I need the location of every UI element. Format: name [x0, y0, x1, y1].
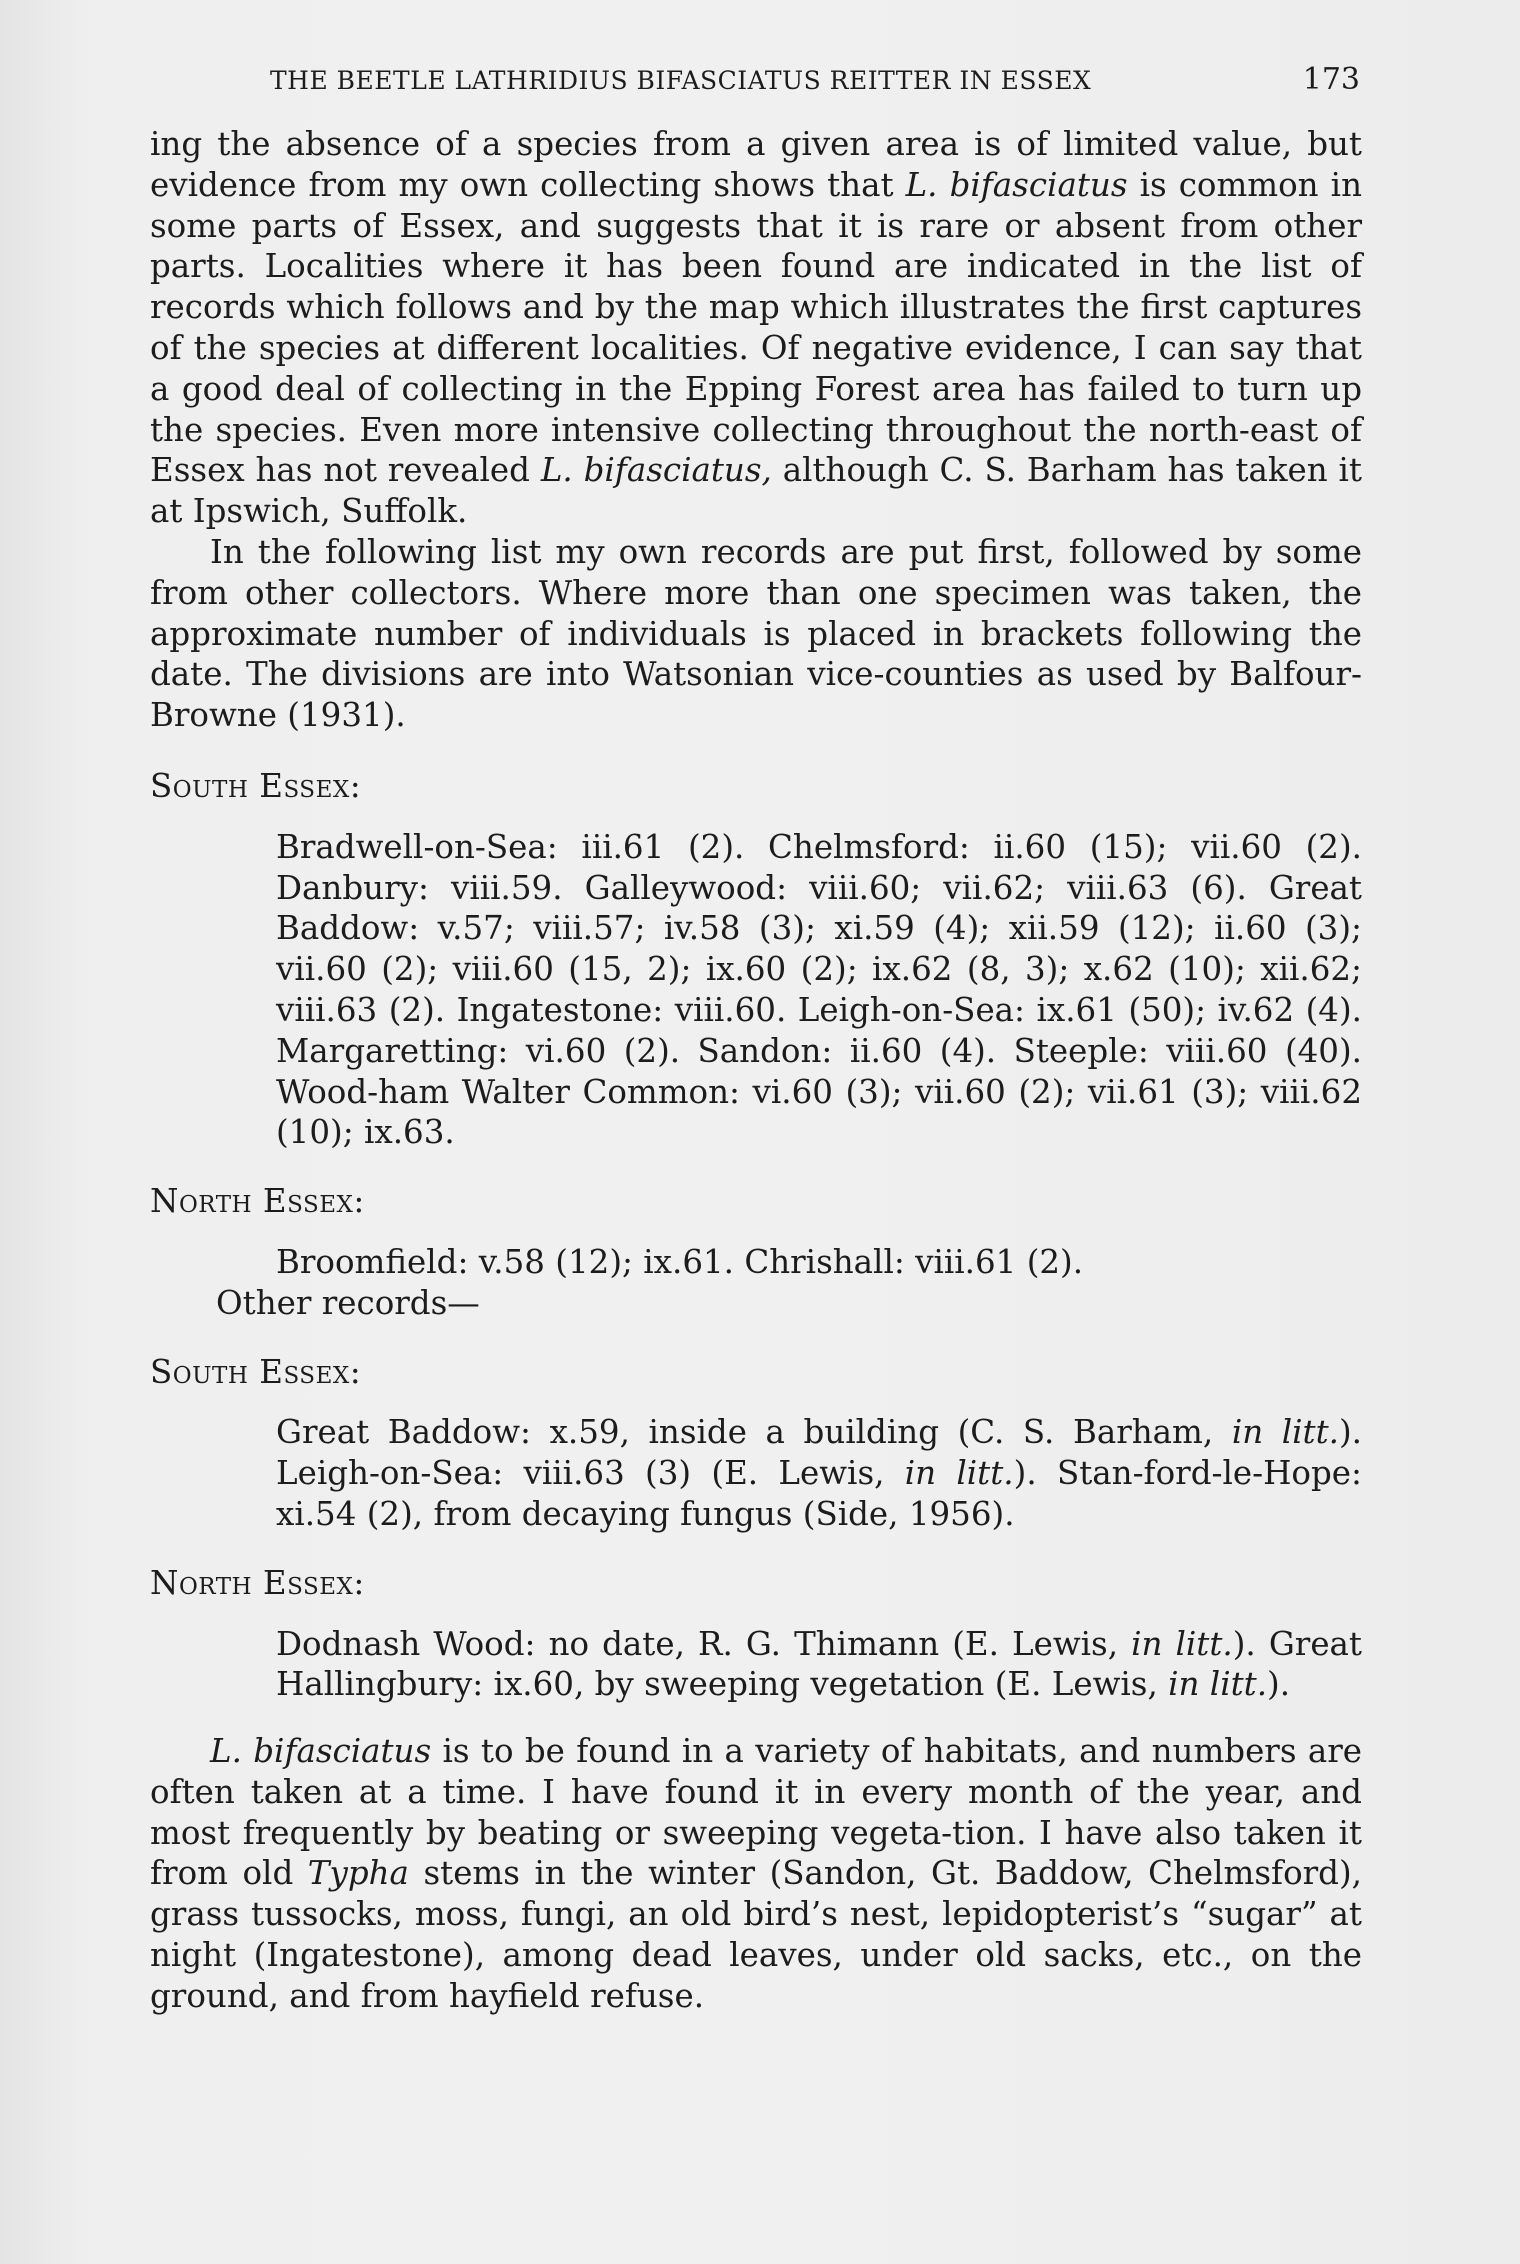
records-north-essex: Broomfield: v.58 (12); ix.61. Chrishall: viii.61 (2).: [276, 1242, 1084, 1281]
section-heading-south-essex: South Essex:: [150, 766, 362, 805]
running-title: THE BEETLE LATHRIDIUS BIFASCIATUS REITTER IN ESSEX: [270, 66, 1092, 95]
spacer: [150, 1705, 1362, 1731]
species-name: L. bifasciatus: [210, 1732, 432, 1771]
records-south-essex: Bradwell-on-Sea: iii.61 (2). Chelmsford: ii.60 (15); vii.60 (2). Danbury: viii.59. Galleywood: viii.60; vii.62; viii.63 (6). Great Baddow: v.57; viii.57; iv.58 (3); xi.59 (4); xii.59 (12); ii.60 (3); vii.60 (2); viii.60 (15, 2); ix.60 (2); ix.62 (8, 3); x.62 (10); xii.62; viii.63 (2). Ingatestone: viii.60. Leigh-on-Sea: ix.61 (50); iv.62 (4). Margaretting: vi.60 (2). Sandon: ii.60 (4). Steeple: viii.60 (40). Wood-ham Walter Common: vi.60 (3); vii.60 (2); vii.61 (3); viii.62 (10); ix.63.: [276, 827, 1362, 1152]
record-text: Dodnash Wood: no date, R. G. Thimann (E. Lewis,: [276, 1624, 1132, 1663]
genus-name: Typha: [307, 1854, 409, 1893]
record-text: ). Leigh-on-Sea: viii.63 (3) (E. Lewis,: [276, 1413, 1362, 1493]
paragraph-negative-evidence: [150, 124, 1362, 532]
citation-note: in litt.: [1168, 1665, 1268, 1704]
paragraph-text: is to be found in a variety of habitats, and numbers are often taken at a time. I have found it in every month of the year, and most frequently by beating or sweeping vegeta-tion. I have also taken it from old: [150, 1732, 1362, 1893]
paragraph-text: although C. S. Barham has taken it at Ipswich, Suffolk.: [150, 451, 1362, 531]
paragraph-text: stems in the winter (Sandon, Gt. Baddow, Chelmsford), grass tussocks, moss, fungi, an old bird’s nest, lepidopterist’s “sugar” at night (Ingatestone), among dead leaves, under old sacks, etc., on the ground, and from hayfield refuse.: [150, 1854, 1362, 2015]
paragraph-habitats: [150, 1731, 1362, 2017]
running-header: [150, 62, 1360, 102]
paragraph-text: is common in some parts of Essex, and suggests that it is rare or absent from other parts. Localities where it has been found are indicated in the list of records which follows and by the map which illustrates the first captures of the species at different localities. Of negative evidence, I can say that a good deal of collecting in the Epping Forest area has failed to turn up the species. Even more intensive collecting throughout the north-east of Essex has not revealed: [150, 165, 1363, 490]
records-north-essex-other: [276, 1624, 1362, 1706]
records-south-essex-other: [276, 1412, 1362, 1534]
record-text: ). Stan-ford-le-Hope: xi.54 (2), from decaying fungus (Side, 1956).: [276, 1454, 1362, 1533]
section-heading-south-essex-other: South Essex:: [150, 1352, 362, 1391]
species-name: L. bifasciatus,: [540, 451, 772, 490]
citation-note: in litt.: [1131, 1624, 1233, 1663]
paragraph-list-intro: In the following list my own records are put first, followed by some from other collectors. Where more than one specimen was taken, the approximate number of individuals is placed in brackets following the date. The divisions are into Watsonian vice-counties as used by Balfour-Browne (1931).: [150, 532, 1362, 735]
citation-note: in litt.: [1231, 1413, 1339, 1452]
other-records-label: Other records—: [216, 1283, 480, 1322]
page-number: 173: [1302, 62, 1360, 97]
record-text: ). Great Hallingbury: ix.60, by sweeping vegetation (E. Lewis,: [276, 1624, 1362, 1704]
citation-note: in litt.: [904, 1454, 1014, 1493]
section-heading-north-essex: North Essex:: [150, 1182, 365, 1221]
record-text: Great Baddow: x.59, inside a building (C. S. Barham,: [276, 1413, 1232, 1452]
section-heading-north-essex-other: North Essex:: [150, 1563, 365, 1602]
species-name: L. bifasciatus: [905, 165, 1128, 204]
record-text: ).: [1267, 1665, 1291, 1704]
article-body: [150, 124, 1362, 2017]
paragraph-text: ing the absence of a species from a given area is of limited value, but evidence from my own collecting shows that: [150, 125, 1362, 204]
